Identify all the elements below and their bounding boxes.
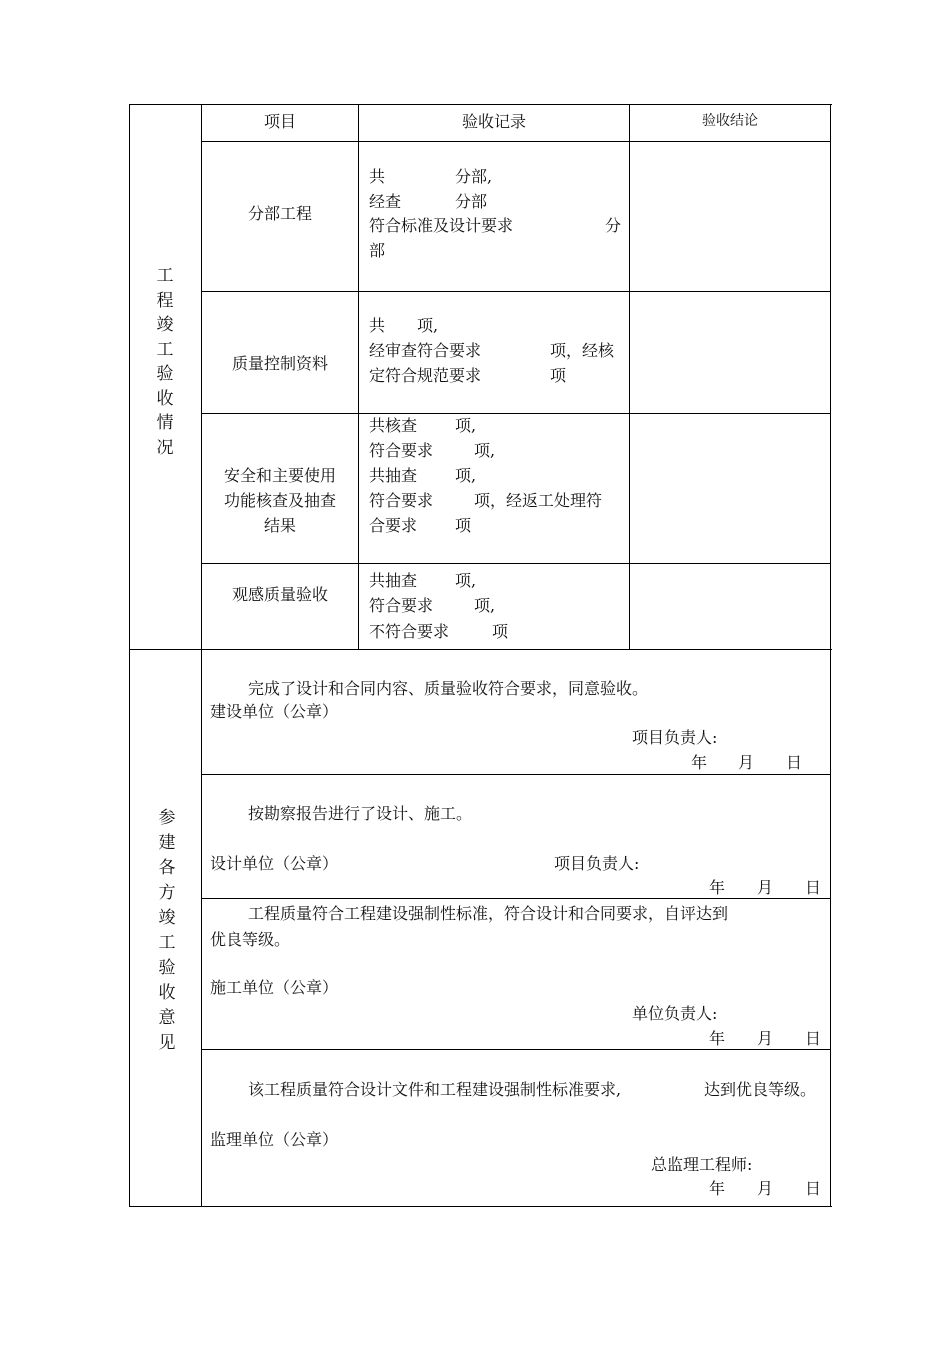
date-day: 日 bbox=[805, 878, 822, 897]
record-text: 项, bbox=[474, 596, 496, 615]
record-text: 共抽查 bbox=[369, 466, 418, 485]
date-year: 年 bbox=[709, 1029, 726, 1048]
unit-seal-label: 建设单位（公章） bbox=[210, 702, 339, 721]
record-text: 项，经核 bbox=[550, 341, 615, 360]
row-item-label: 分部工程 bbox=[247, 204, 312, 223]
table-border-left bbox=[129, 104, 130, 1207]
date-day: 日 bbox=[805, 1179, 822, 1198]
table-border-right bbox=[830, 104, 831, 1207]
table-border-bottom bbox=[129, 1206, 832, 1207]
record-text: 共核查 bbox=[369, 416, 418, 435]
date-day: 日 bbox=[786, 753, 803, 772]
record-text: 项, bbox=[455, 571, 477, 590]
section-divider bbox=[129, 649, 832, 650]
record-text: 共 bbox=[369, 316, 386, 335]
record-text: 经审查符合要求 bbox=[369, 341, 482, 360]
opinion-statement: 按勘察报告进行了设计、施工。 bbox=[248, 804, 473, 823]
date-month: 月 bbox=[757, 1029, 774, 1048]
record-text: 项，经返工处理符 bbox=[474, 491, 603, 510]
record-text: 项, bbox=[417, 316, 439, 335]
unit-seal-label: 监理单位（公章） bbox=[210, 1130, 339, 1149]
row-divider-2 bbox=[201, 413, 831, 414]
header-item: 项目 bbox=[263, 112, 296, 131]
record-text: 符合要求 bbox=[369, 596, 434, 615]
row-item-label: 功能核查及抽查 bbox=[223, 491, 336, 510]
date-year: 年 bbox=[709, 1179, 726, 1198]
date-month: 月 bbox=[738, 753, 755, 772]
record-text: 项, bbox=[455, 416, 477, 435]
opinion-statement: 优良等级。 bbox=[210, 930, 291, 949]
record-text: 符合要求 bbox=[369, 491, 434, 510]
opinion-statement: 工程质量符合工程建设强制性标准，符合设计和合同要求，自评达到 bbox=[248, 904, 729, 923]
opinion-statement: 该工程质量符合设计文件和工程建设强制性标准要求, bbox=[248, 1080, 622, 1099]
unit-seal-label: 施工单位（公章） bbox=[210, 978, 339, 997]
row-divider-1 bbox=[201, 291, 831, 292]
row-item-label: 安全和主要使用 bbox=[223, 466, 336, 485]
record-text: 分部, bbox=[455, 167, 493, 186]
title-column-divider bbox=[201, 104, 202, 1207]
signer-label: 项目负责人: bbox=[632, 728, 718, 747]
opinion-statement: 达到优良等级。 bbox=[704, 1080, 817, 1099]
record-text: 经查 bbox=[369, 192, 402, 211]
table-border-top bbox=[129, 104, 832, 105]
date-year: 年 bbox=[709, 878, 726, 897]
record-column-divider-left bbox=[358, 104, 359, 650]
date-month: 月 bbox=[757, 1179, 774, 1198]
header-record: 验收记录 bbox=[461, 112, 526, 131]
record-text: 合要求 bbox=[369, 516, 418, 535]
signer-label: 总监理工程师: bbox=[651, 1155, 753, 1174]
record-column-divider-right bbox=[629, 104, 630, 650]
record-text: 分 bbox=[605, 216, 622, 235]
opinion-statement: 完成了设计和合同内容、质量验收符合要求，同意验收。 bbox=[248, 679, 649, 698]
record-text: 分部 bbox=[455, 192, 488, 211]
row-item-label: 质量控制资料 bbox=[231, 354, 328, 373]
record-text: 不符合要求 bbox=[369, 622, 450, 641]
row-item-label: 结果 bbox=[263, 516, 296, 535]
date-month: 月 bbox=[757, 878, 774, 897]
date-year: 年 bbox=[691, 753, 708, 772]
record-text: 符合标准及设计要求 bbox=[369, 216, 514, 235]
record-text: 符合要求 bbox=[369, 441, 434, 460]
opinion-divider-3 bbox=[201, 1049, 831, 1050]
unit-seal-label: 设计单位（公章） bbox=[210, 854, 339, 873]
section-title-opinions: 参建各方竣工验收意见 bbox=[158, 808, 176, 1053]
opinion-divider-2 bbox=[201, 898, 831, 899]
record-text: 共抽查 bbox=[369, 571, 418, 590]
signer-label: 单位负责人: bbox=[632, 1004, 718, 1023]
row-item-label: 观感质量验收 bbox=[231, 585, 328, 604]
record-text: 定符合规范要求 bbox=[369, 366, 482, 385]
row-divider-3 bbox=[201, 563, 831, 564]
record-text: 项 bbox=[492, 622, 509, 641]
record-text: 项, bbox=[455, 466, 477, 485]
record-text: 项, bbox=[474, 441, 496, 460]
header-row-divider bbox=[201, 141, 831, 142]
record-text: 部 bbox=[369, 241, 386, 260]
record-text: 项 bbox=[550, 366, 567, 385]
date-day: 日 bbox=[805, 1029, 822, 1048]
signer-label: 项目负责人: bbox=[554, 854, 640, 873]
opinion-divider-1 bbox=[201, 774, 831, 775]
header-conclusion: 验收结论 bbox=[702, 113, 758, 129]
record-text: 共 bbox=[369, 167, 386, 186]
record-text: 项 bbox=[455, 516, 472, 535]
section-title-completion: 工程竣工验收情况 bbox=[156, 266, 174, 458]
